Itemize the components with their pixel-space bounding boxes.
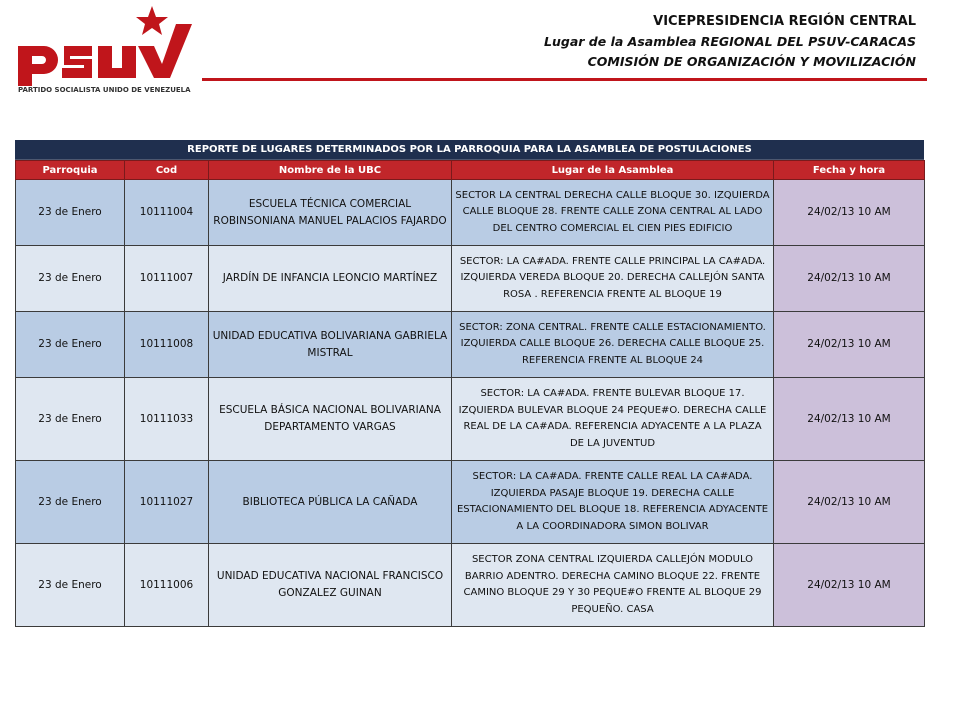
cell-parroquia: 23 de Enero (16, 312, 125, 378)
cell-lugar: SECTOR: LA CA#ADA. FRENTE CALLE REAL LA CA#ADA. IZQUIERDA PASAJE BLOQUE 19. DERECHA CALLE ESTACIONAMIENTO DEL BLOQUE 18. REFERENCIA ADYACENTE A LA COORDINADORA SIMON BOLIVAR (452, 461, 774, 544)
table-row (16, 246, 925, 312)
col-header-fecha: Fecha y hora (774, 161, 925, 180)
report-table (15, 160, 925, 627)
header-line-2: Lugar de la Asamblea REGIONAL DEL PSUV-CARACAS (544, 34, 916, 49)
cell-cod: 10111033 (125, 378, 209, 461)
psuv-logo-graphic (14, 6, 200, 96)
cell-parroquia: 23 de Enero (16, 180, 125, 246)
table-row (16, 544, 925, 627)
cell-lugar: SECTOR: ZONA CENTRAL. FRENTE CALLE ESTACIONAMIENTO. IZQUIERDA CALLE BLOQUE 26. DERECHA CALLE BLOQUE 25. REFERENCIA FRENTE AL BLOQUE 24 (452, 312, 774, 378)
cell-ubc: UNIDAD EDUCATIVA BOLIVARIANA GABRIELA MISTRAL (209, 312, 452, 378)
cell-ubc: ESCUELA TÉCNICA COMERCIAL ROBINSONIANA MANUEL PALACIOS FAJARDO (209, 180, 452, 246)
cell-fecha: 24/02/13 10 AM (774, 312, 925, 378)
table-row (16, 461, 925, 544)
table-header-row (16, 161, 925, 180)
cell-lugar: SECTOR: LA CA#ADA. FRENTE BULEVAR BLOQUE 17. IZQUIERDA BULEVAR BLOQUE 24 PEQUE#O. DERECHA CALLE REAL DE LA CA#ADA. REFERENCIA ADYACENTE A LA PLAZA DE LA JUVENTUD (452, 378, 774, 461)
cell-fecha: 24/02/13 10 AM (774, 544, 925, 627)
cell-ubc: UNIDAD EDUCATIVA NACIONAL FRANCISCO GONZALEZ GUINAN (209, 544, 452, 627)
party-name: PARTIDO SOCIALISTA UNIDO DE VENEZUELA (18, 86, 191, 94)
cell-cod: 10111006 (125, 544, 209, 627)
report-table-container (15, 140, 924, 627)
cell-ubc: ESCUELA BÁSICA NACIONAL BOLIVARIANA DEPARTAMENTO VARGAS (209, 378, 452, 461)
cell-cod: 10111008 (125, 312, 209, 378)
cell-cod: 10111004 (125, 180, 209, 246)
cell-lugar: SECTOR ZONA CENTRAL IZQUIERDA CALLEJÓN MODULO BARRIO ADENTRO. DERECHA CAMINO BLOQUE 22. FRENTE CAMINO BLOQUE 29 Y 30 PEQUE#O FRENTE AL BLOQUE 29 PEQUEÑO. CASA (452, 544, 774, 627)
col-header-lugar: Lugar de la Asamblea (452, 161, 774, 180)
cell-parroquia: 23 de Enero (16, 378, 125, 461)
table-row (16, 180, 925, 246)
cell-fecha: 24/02/13 10 AM (774, 246, 925, 312)
report-title: REPORTE DE LUGARES DETERMINADOS POR LA PARROQUIA PARA LA ASAMBLEA DE POSTULACIONES (15, 140, 924, 160)
col-header-parroquia: Parroquia (16, 161, 125, 180)
red-star-icon (136, 6, 168, 35)
cell-fecha: 24/02/13 10 AM (774, 461, 925, 544)
header-block (544, 12, 916, 72)
cell-fecha: 24/02/13 10 AM (774, 378, 925, 461)
cell-cod: 10111007 (125, 246, 209, 312)
cell-ubc: JARDÍN DE INFANCIA LEONCIO MARTÍNEZ (209, 246, 452, 312)
col-header-ubc: Nombre de la UBC (209, 161, 452, 180)
header-line-1: VICEPRESIDENCIA REGIÓN CENTRAL (653, 14, 916, 29)
cell-fecha: 24/02/13 10 AM (774, 180, 925, 246)
cell-parroquia: 23 de Enero (16, 544, 125, 627)
col-header-cod: Cod (125, 161, 209, 180)
cell-cod: 10111027 (125, 461, 209, 544)
psuv-logo (14, 6, 200, 96)
table-row (16, 378, 925, 461)
header-line-3: COMISIÓN DE ORGANIZACIÓN Y MOVILIZACIÓN (587, 54, 916, 69)
cell-lugar: SECTOR: LA CA#ADA. FRENTE CALLE PRINCIPAL LA CA#ADA. IZQUIERDA VEREDA BLOQUE 20. DERECHA CALLEJÓN SANTA ROSA . REFERENCIA FRENTE AL BLOQUE 19 (452, 246, 774, 312)
cell-parroquia: 23 de Enero (16, 246, 125, 312)
cell-parroquia: 23 de Enero (16, 461, 125, 544)
cell-lugar: SECTOR LA CENTRAL DERECHA CALLE BLOQUE 30. IZQUIERDA CALLE BLOQUE 28. FRENTE CALLE ZONA CENTRAL AL LADO DEL CENTRO COMERCIAL EL CIEN PIES EDIFICIO (452, 180, 774, 246)
table-row (16, 312, 925, 378)
header-divider (202, 78, 927, 81)
cell-ubc: BIBLIOTECA PÚBLICA LA CAÑADA (209, 461, 452, 544)
